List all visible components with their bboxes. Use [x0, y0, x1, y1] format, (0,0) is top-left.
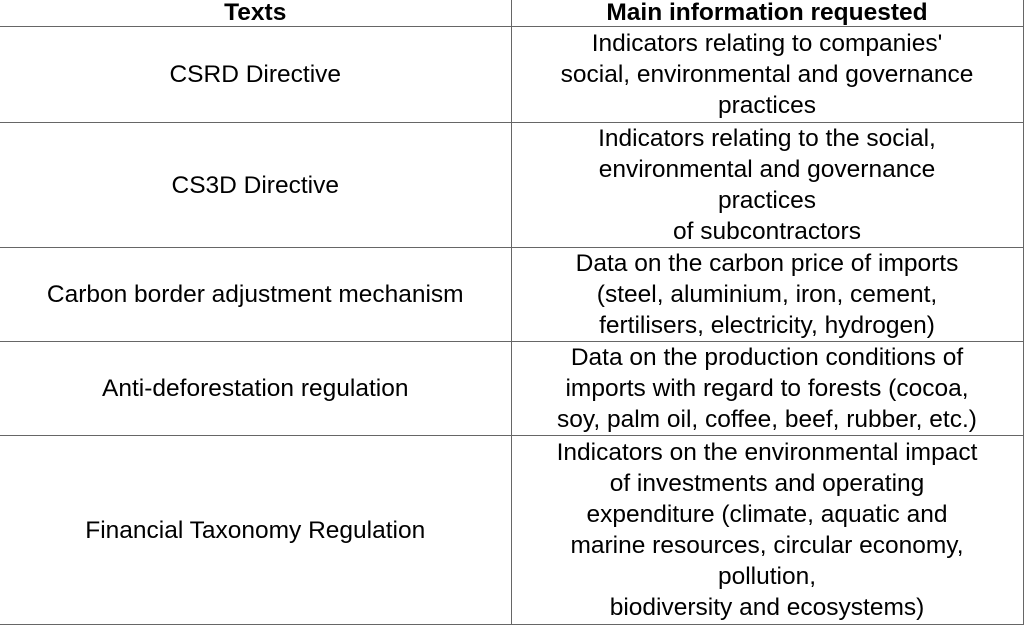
- info-line: social, environmental and governance: [560, 61, 974, 88]
- info-line: Indicators on the environmental impact: [556, 439, 978, 466]
- info-line: (steel, aluminium, iron, cement,: [596, 281, 938, 308]
- row-text-cell: CS3D Directive: [0, 123, 511, 248]
- row-info-cell: [511, 248, 1023, 342]
- info-line: pollution,: [717, 563, 817, 590]
- info-line: marine resources, circular economy,: [570, 532, 964, 559]
- row-info-cell: [511, 436, 1023, 625]
- info-line: practices: [717, 92, 817, 119]
- row-text-cell: Carbon border adjustment mechanism: [0, 248, 511, 342]
- table-row: [0, 436, 1023, 625]
- info-line: fertilisers, electricity, hydrogen): [599, 312, 935, 339]
- info-line: expenditure (climate, aquatic and: [586, 501, 948, 528]
- info-line: practices: [717, 187, 817, 214]
- table-row: [0, 342, 1023, 436]
- row-info-cell: [511, 27, 1023, 123]
- info-line: Indicators relating to the social,: [598, 125, 936, 152]
- info-line: soy, palm oil, coffee, beef, rubber, etc.): [557, 406, 977, 433]
- info-line: of subcontractors: [673, 218, 861, 245]
- info-line: environmental and governance: [598, 156, 936, 183]
- table-header-row: [0, 0, 1023, 27]
- info-line: Data on the production conditions of: [570, 344, 964, 371]
- table-row: [0, 248, 1023, 342]
- row-info-cell: [511, 123, 1023, 248]
- info-line: Indicators relating to companies': [591, 30, 943, 57]
- row-text-cell: Anti-deforestation regulation: [0, 342, 511, 436]
- info-line: biodiversity and ecosystems): [609, 594, 925, 621]
- info-line: of investments and operating: [609, 470, 925, 497]
- info-line: Data on the carbon price of imports: [575, 250, 959, 277]
- header-texts: Texts: [0, 0, 511, 27]
- row-text-cell: CSRD Directive: [0, 27, 511, 123]
- info-line: imports with regard to forests (cocoa,: [565, 375, 969, 402]
- table-row: [0, 123, 1023, 248]
- row-text-cell: Financial Taxonomy Regulation: [0, 436, 511, 625]
- table-row: [0, 27, 1023, 123]
- row-info-cell: [511, 342, 1023, 436]
- header-main-information: Main information requested: [511, 0, 1023, 27]
